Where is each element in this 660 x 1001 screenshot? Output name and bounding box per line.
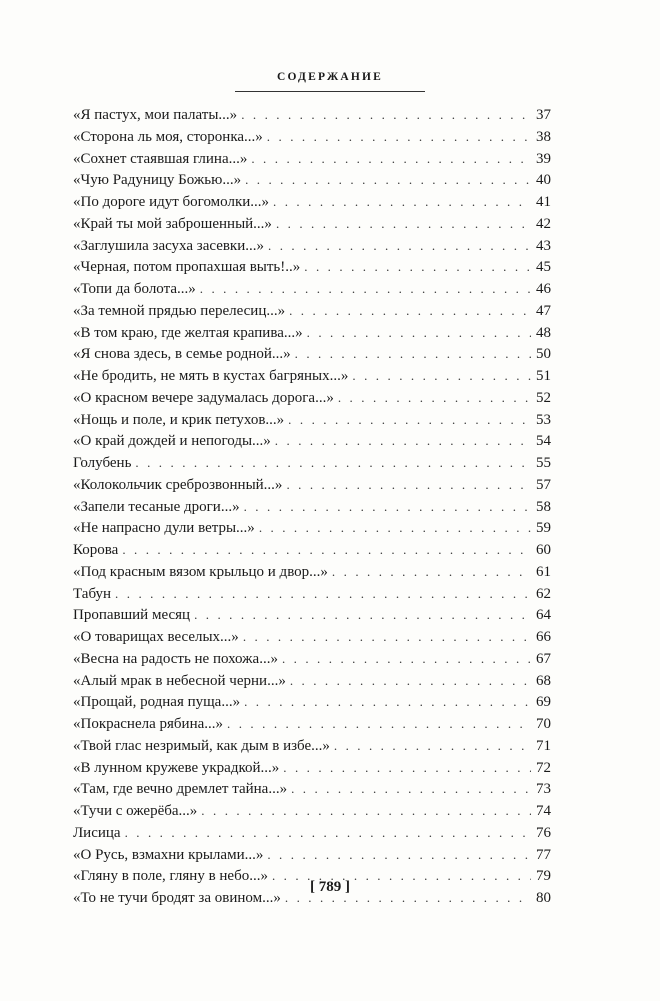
- dot-leader: [290, 670, 531, 692]
- toc-entry-title: «О край дождей и непогоды...»: [73, 433, 271, 450]
- toc-entry[interactable]: [73, 670, 551, 692]
- toc-entry-page: 76: [536, 824, 551, 841]
- toc-entry[interactable]: [73, 169, 551, 191]
- toc-entry-page: 38: [536, 128, 551, 145]
- toc-entry[interactable]: [73, 583, 551, 605]
- dot-leader: [289, 300, 531, 322]
- toc-entry[interactable]: [73, 452, 551, 474]
- toc-entry-page: 57: [536, 476, 551, 493]
- toc-entry-page: 54: [536, 433, 551, 450]
- toc-entry-title: «Колокольчик среброзвонный...»: [73, 476, 283, 493]
- dot-leader: [243, 626, 531, 648]
- dot-leader: [352, 365, 531, 387]
- toc-entry-page: 72: [536, 759, 551, 776]
- toc-entry-title: «Нощь и поле, и крик петухов...»: [73, 411, 285, 428]
- toc-entry[interactable]: [73, 300, 551, 322]
- toc-entry-title: «То не тучи бродят за овином...»: [73, 890, 281, 906]
- toc-entry[interactable]: [73, 409, 551, 431]
- dot-leader: [332, 561, 531, 583]
- toc-entry-page: 39: [536, 150, 551, 167]
- toc-entry[interactable]: [73, 713, 551, 735]
- toc-entry-title: Табун: [73, 585, 112, 602]
- dot-leader: [291, 778, 531, 800]
- toc-entry-page: 53: [536, 411, 551, 428]
- toc-entry-title: «Заглушила засуха засевки...»: [73, 237, 265, 254]
- dot-leader: [244, 691, 531, 713]
- toc-entry-page: 66: [536, 629, 551, 645]
- toc-entry[interactable]: [73, 604, 551, 626]
- toc-entry-title: «Запели тесаные дроги...»: [73, 498, 240, 515]
- toc-entry[interactable]: [73, 517, 551, 539]
- toc-entry-page: 43: [536, 237, 551, 254]
- toc-entry-title: «Черная, потом пропахшая выть!..»: [73, 259, 301, 276]
- dot-leader: [201, 800, 531, 822]
- dot-leader: [245, 169, 531, 191]
- toc-entry-page: 68: [536, 672, 551, 689]
- header-divider: [235, 91, 425, 92]
- toc-entry-page: 52: [536, 389, 551, 406]
- toc-entry-page: 48: [536, 324, 551, 341]
- page-title: СОДЕРЖАНИЕ: [276, 71, 384, 83]
- toc-entry-page: 67: [536, 650, 551, 667]
- toc-entry-page: 47: [536, 302, 551, 319]
- toc-entry[interactable]: [73, 256, 551, 278]
- toc-entry[interactable]: [73, 235, 551, 257]
- toc-entry-title: «Сохнет стаявшая глина...»: [73, 150, 248, 167]
- dot-leader: [135, 452, 531, 474]
- toc-entry-title: Корова: [73, 542, 119, 558]
- toc-entry-title: «Прощай, родная пуща...»: [73, 694, 241, 711]
- toc-entry[interactable]: [73, 104, 551, 126]
- toc-entry-page: 55: [536, 455, 551, 471]
- toc-entry[interactable]: [73, 757, 551, 779]
- running-header: [0, 67, 660, 85]
- toc-entry[interactable]: [73, 148, 551, 170]
- toc-entry-title: «Там, где вечно дремлет тайна...»: [73, 781, 288, 798]
- toc-entry-title: «О товарищах веселых...»: [73, 629, 239, 645]
- toc-entry-title: «О Русь, взмахни крылами...»: [73, 846, 264, 863]
- toc-entry[interactable]: [73, 626, 551, 648]
- toc-entry-page: 77: [536, 846, 551, 863]
- toc-entry-title: «Гляну в поле, гляну в небо...»: [73, 868, 268, 885]
- toc-entry-page: 41: [536, 194, 551, 210]
- toc-entry[interactable]: [73, 322, 551, 344]
- toc-entry[interactable]: [73, 191, 551, 213]
- dot-leader: [286, 474, 531, 496]
- toc-entry[interactable]: [73, 561, 551, 583]
- toc-entry[interactable]: [73, 691, 551, 713]
- toc-entry-title: «Сторона ль моя, сторонка...»: [73, 128, 263, 145]
- toc-entry-title: «Под красным вязом крыльцо и двор...»: [73, 563, 328, 580]
- toc-entry[interactable]: [73, 387, 551, 409]
- dot-leader: [122, 539, 531, 561]
- toc-entry-page: 59: [536, 520, 551, 537]
- dot-leader: [288, 409, 531, 431]
- toc-entry[interactable]: [73, 213, 551, 235]
- toc-entry-title: «Я снова здесь, в семье родной...»: [73, 346, 291, 363]
- toc-entry[interactable]: [73, 778, 551, 800]
- toc-entry[interactable]: [73, 648, 551, 670]
- toc-entry-title: «За темной прядью перелесиц...»: [73, 302, 286, 319]
- dot-leader: [276, 213, 531, 235]
- toc-entry-title: «Топи да болота...»: [73, 281, 196, 297]
- toc-entry-title: Голубень: [73, 455, 132, 471]
- dot-leader: [241, 104, 531, 126]
- toc-entry-page: 58: [536, 498, 551, 515]
- dot-leader: [115, 583, 531, 605]
- toc-entry-page: 37: [536, 107, 551, 123]
- toc-entry-page: 50: [536, 346, 551, 363]
- toc-entry-title: «В том краю, где желтая крапива...»: [73, 324, 303, 341]
- toc-entry-title: «Весна на радость не похожа...»: [73, 650, 278, 667]
- toc-entry[interactable]: [73, 822, 551, 844]
- dot-leader: [267, 844, 531, 866]
- dot-leader: [307, 322, 531, 344]
- toc-entry-title: «Твой глас незримый, как дым в избе...»: [73, 737, 330, 754]
- dot-leader: [267, 126, 531, 148]
- toc-entry[interactable]: [73, 343, 551, 365]
- dot-leader: [275, 430, 531, 452]
- toc-entry-page: 74: [536, 803, 551, 819]
- toc-entry[interactable]: [73, 278, 551, 300]
- toc-entry-title: «Не бродить, не мять в кустах багряных...»: [73, 368, 349, 384]
- toc-entry-page: 45: [536, 259, 551, 276]
- toc-entry-title: «Край ты мой заброшенный...»: [73, 215, 272, 232]
- toc-entry[interactable]: [73, 496, 551, 518]
- dot-leader: [268, 235, 531, 257]
- toc-entry[interactable]: [73, 430, 551, 452]
- toc-entry-title: «По дороге идут богомолки...»: [73, 194, 270, 210]
- toc-entry-title: «Тучи с ожерёба...»: [73, 803, 198, 819]
- toc-entry-page: 40: [536, 172, 551, 189]
- toc-entry[interactable]: [73, 126, 551, 148]
- toc-entry-title: «Я пастух, мои палаты...»: [73, 107, 238, 123]
- toc-entry[interactable]: [73, 365, 551, 387]
- dot-leader: [227, 713, 531, 735]
- toc-entry-page: 61: [536, 563, 551, 580]
- dot-leader: [334, 735, 531, 757]
- toc-entry-title: «О красном вечере задумалась дорога...»: [73, 389, 334, 406]
- toc-entry-title: «Покраснела рябина...»: [73, 716, 224, 732]
- toc-entry-page: 60: [536, 542, 551, 558]
- toc-entry-title: «В лунном кружеве украдкой...»: [73, 759, 280, 776]
- dot-leader: [282, 648, 531, 670]
- toc-entry[interactable]: [73, 735, 551, 757]
- toc-entry-page: 71: [536, 737, 551, 754]
- toc-entry-title: Лисица: [73, 824, 121, 841]
- dot-leader: [244, 496, 531, 518]
- toc-entry-page: 62: [536, 585, 551, 602]
- table-of-contents: [73, 104, 551, 909]
- dot-leader: [273, 191, 531, 213]
- dot-leader: [200, 278, 531, 300]
- toc-entry-page: 80: [536, 890, 551, 906]
- toc-entry-page: 79: [536, 868, 551, 885]
- toc-entry-page: 51: [536, 368, 551, 384]
- toc-entry[interactable]: [73, 539, 551, 561]
- toc-entry[interactable]: [73, 800, 551, 822]
- dot-leader: [259, 517, 531, 539]
- toc-entry-page: 42: [536, 215, 551, 232]
- dot-leader: [194, 604, 531, 626]
- toc-entry-title: «Не напрасно дули ветры...»: [73, 520, 255, 537]
- dot-leader: [251, 148, 531, 170]
- toc-entry-page: 70: [536, 716, 551, 732]
- toc-entry-title: «Алый мрак в небесной черни...»: [73, 672, 286, 689]
- toc-entry-title: Пропавший месяц: [73, 607, 191, 624]
- toc-entry[interactable]: [73, 474, 551, 496]
- page-number: [ 789 ]: [310, 879, 350, 895]
- dot-leader: [338, 387, 531, 409]
- dot-leader: [295, 343, 531, 365]
- dot-leader: [283, 757, 531, 779]
- dot-leader: [125, 822, 531, 844]
- toc-entry-title: «Чую Радуницу Божью...»: [73, 172, 242, 189]
- toc-entry-page: 46: [536, 281, 551, 297]
- dot-leader: [304, 256, 531, 278]
- toc-entry[interactable]: [73, 844, 551, 866]
- toc-entry-page: 69: [536, 694, 551, 711]
- toc-entry-page: 73: [536, 781, 551, 798]
- toc-entry-page: 64: [536, 607, 551, 624]
